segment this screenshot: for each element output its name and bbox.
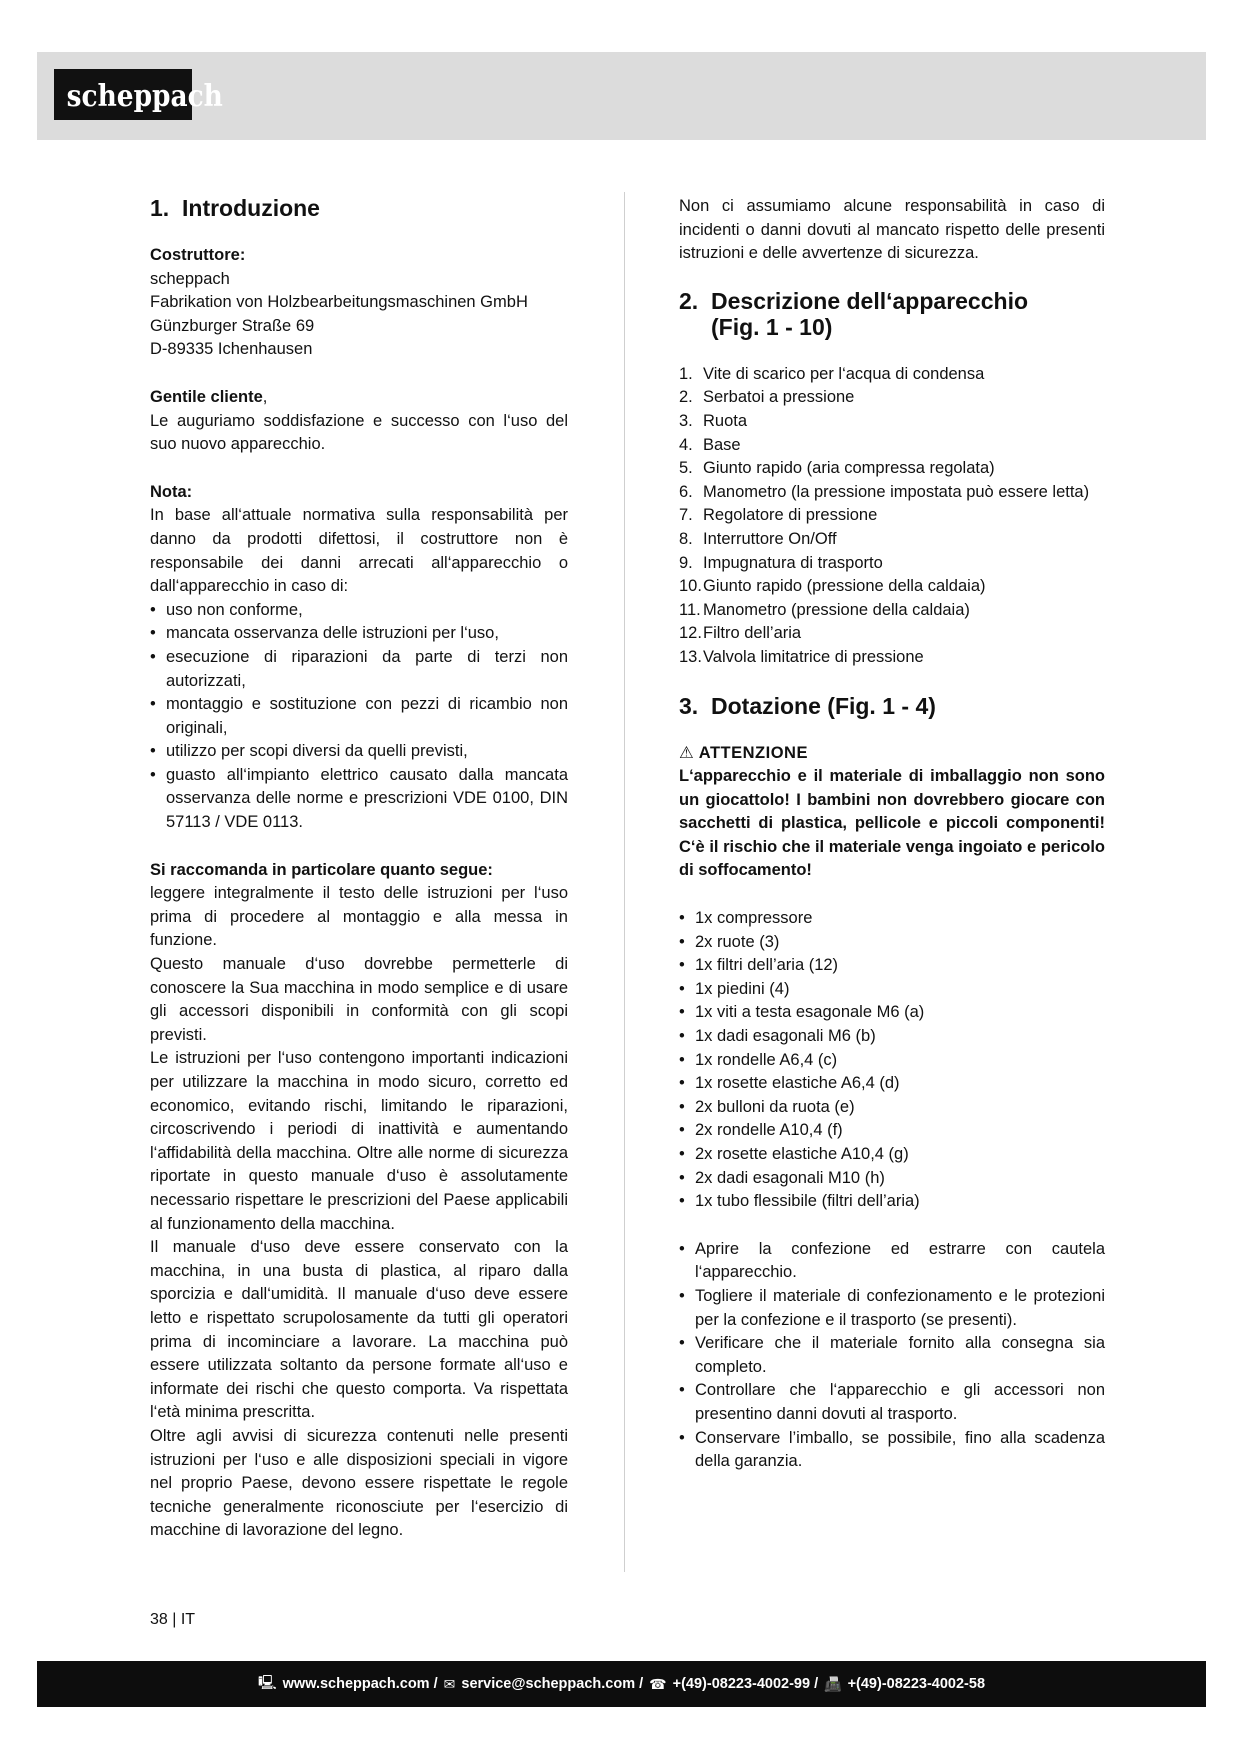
- steps-list: [679, 1238, 1105, 1474]
- left-column: [150, 195, 568, 1543]
- list-item: 10. Giunto rapido (pressione della caldaia): [679, 577, 986, 596]
- section-title-descrizione: 2. Descrizione dell‘apparecchio (Fig. 1 - 10): [679, 287, 1029, 340]
- recommend-label: Si raccomanda in particolare quanto segue:: [150, 860, 493, 879]
- scheppach-logo: scheppach: [54, 69, 192, 120]
- note-text: In base all‘attuale normativa sulla responsabilità per danno da prodotti difettosi, il costruttore non è responsabile dei danni arrecati all‘apparecchio o dall‘apparecchio in caso di:: [150, 506, 568, 596]
- footer-fax: +(49)-08223-4002-58: [847, 1676, 986, 1692]
- list-item: • guasto all‘impianto elettrico causato dalla mancata osservanza delle norme e prescrizioni VDE 0100, DIN 57113 / VDE 0113.: [150, 764, 568, 835]
- email-icon: ✉: [443, 1675, 456, 1692]
- list-item: • 1x compressore: [679, 907, 1105, 931]
- list-item: 9. Impugnatura di trasporto: [679, 553, 883, 572]
- list-item: • utilizzo per scopi diversi da quelli previsti,: [150, 740, 568, 764]
- warning-icon: ⚠: [679, 743, 695, 762]
- manufacturer-line: Günzburger Straße 69: [150, 316, 315, 335]
- list-item: • montaggio e sostituzione con pezzi di ricambio non originali,: [150, 693, 568, 740]
- warning-heading: ⚠ ATTENZIONE: [679, 743, 808, 762]
- list-item: • 1x dadi esagonali M6 (b): [679, 1025, 1105, 1049]
- liability-text: Non ci assumiamo alcune responsabilità in caso di incidenti o danni dovuti al mancato rispetto delle presenti istruzioni e delle avvertenze di sicurezza.: [679, 197, 1105, 263]
- list-item: 11. Manometro (pressione della caldaia): [679, 600, 970, 619]
- list-item: 13. Valvola limitatrice di pressione: [679, 647, 924, 666]
- manufacturer-line: D-89335 Ichenhausen: [150, 340, 313, 359]
- list-item: • Conservare l’imballo, se possibile, fino alla scadenza della garanzia.: [679, 1427, 1105, 1474]
- page-number: 38 | IT: [150, 1611, 196, 1628]
- note-label: Nota:: [150, 482, 193, 501]
- list-item: • 1x piedini (4): [679, 978, 1105, 1002]
- section-title-dotazione: 3. Dotazione (Fig. 1 - 4): [679, 692, 936, 719]
- list-item: • 2x rondelle A10,4 (f): [679, 1119, 1105, 1143]
- recommend-paragraph: Il manuale d‘uso deve essere conservato con la macchina, in una busta di plastica, al riparo dalla sporcizia e dall‘umidità. Il manuale d‘uso deve essere letto e rispettato scrupolosamente da tutti gli operatori prima di incominciare a lavorare. La macchina può essere utilizzata soltanto da persone formate all‘uso e informate dei rischi che questo comporta. Va rispettata l‘età minima prescritta.: [150, 1238, 568, 1422]
- list-item: • 2x bulloni da ruota (e): [679, 1096, 1105, 1120]
- right-column: [679, 195, 1105, 1474]
- recommend-paragraph: Le istruzioni per l‘uso contengono importanti indicazioni per utilizzare la macchina in modo sicuro, corretto ed economico, evitando rischi, limitando le riparazioni, circoscrivendo i periodi di inattività e aumentando l‘affidabilità della macchina. Oltre alle norme di sicurezza riportate in questo manuale d‘uso è assolutamente necessario rispettare le prescrizioni del Paese applicabili al funzionamento della macchina.: [150, 1049, 568, 1233]
- manufacturer-label: Costruttore:: [150, 246, 246, 264]
- greeting-text: Le auguriamo soddisfazione e successo con l‘uso del suo nuovo apparecchio.: [150, 411, 568, 454]
- list-item: • Togliere il materiale di confezionamento e le protezioni per la confezione e il trasporto (se presenti).: [679, 1285, 1105, 1332]
- section-title-introduzione: 1. Introduzione: [150, 195, 320, 221]
- list-item: 3. Ruota: [679, 411, 748, 430]
- footer-website[interactable]: www.scheppach.com /: [282, 1676, 438, 1692]
- manufacturer-line: scheppach: [150, 269, 230, 288]
- list-item: • Aprire la confezione ed estrarre con cautela l‘apparecchio.: [679, 1238, 1105, 1285]
- list-item: • Controllare che l‘apparecchio e gli accessori non presentino danni dovuti al trasporto.: [679, 1379, 1105, 1426]
- list-item: • 1x viti a testa esagonale M6 (a): [679, 1001, 1105, 1025]
- list-item: 8. Interruttore On/Off: [679, 529, 837, 548]
- list-item: • 1x tubo flessibile (filtri dell’aria): [679, 1190, 1105, 1214]
- footer-bar: [37, 1661, 1206, 1707]
- list-item: 5. Giunto rapido (aria compressa regolata): [679, 459, 995, 478]
- list-item: • 1x rosette elastiche A6,4 (d): [679, 1072, 1105, 1096]
- footer-email[interactable]: service@scheppach.com /: [461, 1676, 644, 1692]
- list-item: • uso non conforme,: [150, 599, 568, 623]
- list-item: • 1x filtri dell’aria (12): [679, 954, 1105, 978]
- list-item: • esecuzione di riparazioni da parte di terzi non autorizzati,: [150, 646, 568, 693]
- fax-icon: 📠: [824, 1675, 842, 1692]
- list-item: 4. Base: [679, 435, 741, 454]
- list-item: 12. Filtro dell’aria: [679, 624, 802, 643]
- list-item: • 2x dadi esagonali M10 (h): [679, 1167, 1105, 1191]
- list-item: • mancata osservanza delle istruzioni per l‘uso,: [150, 622, 568, 646]
- list-item: 6. Manometro (la pressione impostata può essere letta): [679, 482, 1090, 501]
- column-divider: [624, 192, 625, 1572]
- recommend-paragraph: leggere integralmente il testo delle istruzioni per l‘uso prima di procedere al montaggio e alla messa in funzione.: [150, 884, 568, 950]
- warning-text: L‘apparecchio e il materiale di imballaggio non sono un giocattolo! I bambini non dovrebbero giocare con sacchetti di plastica, pellicole e piccoli componenti! C‘è il rischio che il materiale venga ingoiato e pericolo di soffocamento!: [679, 767, 1105, 880]
- supply-list: [679, 907, 1105, 1214]
- list-item: 7. Regolatore di pressione: [679, 506, 878, 525]
- parts-list: [679, 363, 1105, 670]
- list-item: • Verificare che il materiale fornito alla consegna sia completo.: [679, 1332, 1105, 1379]
- list-item: • 2x rosette elastiche A10,4 (g): [679, 1143, 1105, 1167]
- list-item: 2. Serbatoi a pressione: [679, 388, 855, 407]
- footer-phone: +(49)-08223-4002-99 /: [672, 1676, 819, 1692]
- note-list: [150, 599, 568, 835]
- phone-icon: ☎: [649, 1675, 667, 1692]
- greeting-heading: Gentile cliente,: [150, 387, 268, 406]
- computer-icon: 🖳: [257, 1674, 277, 1690]
- recommend-paragraph: Oltre agli avvisi di sicurezza contenuti nelle presenti istruzioni per l‘uso e alle disposizioni speciali in vigore nel proprio Paese, devono essere rispettate le regole tecniche generalmente riconosciute per l‘esercizio di macchine di lavorazione del legno.: [150, 1426, 568, 1540]
- list-item: • 1x rondelle A6,4 (c): [679, 1049, 1105, 1073]
- recommend-paragraph: Questo manuale d‘uso dovrebbe permetterle di conoscere la Sua macchina in modo semplice e di usare gli accessori disponibili in conformità con gli scopi previsti.: [150, 955, 568, 1044]
- list-item: 1. Vite di scarico per l‘acqua di condensa: [679, 364, 985, 383]
- list-item: • 2x ruote (3): [679, 931, 1105, 955]
- manufacturer-line: Fabrikation von Holzbearbeitungsmaschinen GmbH: [150, 293, 528, 312]
